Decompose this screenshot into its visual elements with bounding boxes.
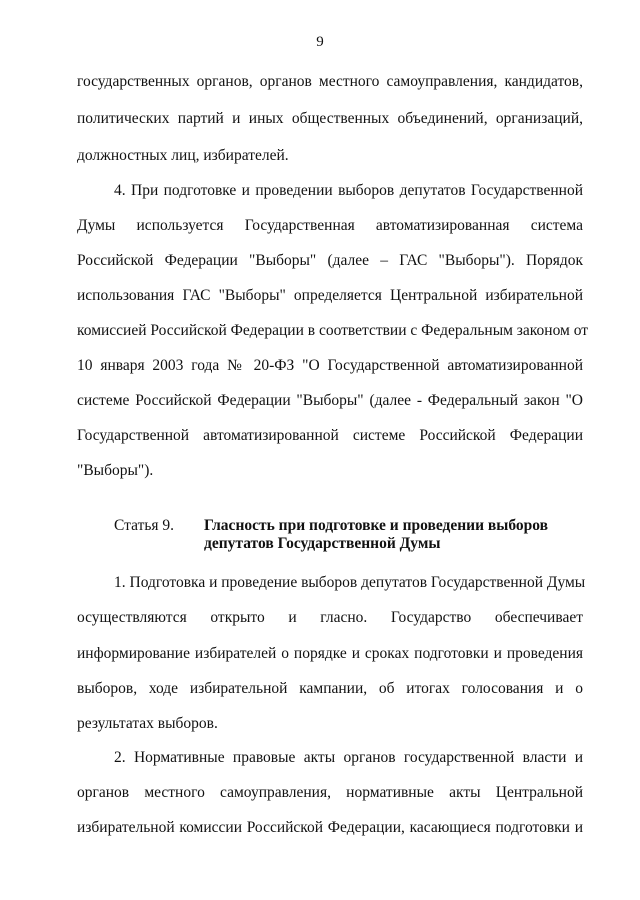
text-line: осуществляются открыто и гласно. Государство обеспечивает [77, 609, 583, 626]
text-line: государственных органов, органов местного самоуправления, кандидатов, [77, 73, 583, 90]
article-title-line: депутатов Государственной Думы [204, 535, 441, 552]
article-number: Статья 9. [114, 517, 175, 534]
text-line: должностных лиц, избирателей. [77, 147, 289, 164]
page-number: 9 [316, 34, 324, 50]
text-line: информирование избирателей о порядке и сроках подготовки и проведения [77, 645, 583, 662]
text-line: выборов, ходе избирательной кампании, об итогах голосования и о [77, 680, 583, 697]
text-line: органов местного самоуправления, нормативные акты Центральной [77, 784, 583, 801]
text-line: комиссией Российской Федерации в соответствии с Федеральным законом от [77, 322, 589, 339]
text-line: Думы используется Государственная автоматизированная система [77, 217, 583, 234]
text-line: избирательной комиссии Российской Федерации, касающиеся подготовки и [77, 819, 583, 836]
article-title-line: Гласность при подготовке и проведении выборов [204, 517, 549, 534]
text-line: политических партий и иных общественных объединений, организаций, [77, 110, 583, 127]
text-line: использования ГАС "Выборы" определяется Центральной избирательной [77, 287, 583, 304]
text-line: 4. При подготовке и проведении выборов депутатов Государственной [114, 182, 583, 199]
text-line: результатах выборов. [77, 715, 218, 732]
text-line: Государственной автоматизированной системе Российской Федерации [77, 427, 583, 444]
text-line: системе Российской Федерации "Выборы" (далее - Федеральный закон "О [77, 392, 583, 409]
text-line: "Выборы"). [77, 462, 154, 479]
text-line: 2. Нормативные правовые акты органов государственной власти и [114, 749, 583, 766]
text-line: 10 января 2003 года № 20-ФЗ "О Государственной автоматизированной [77, 357, 583, 374]
text-line: Российской Федерации "Выборы" (далее – ГАС "Выборы"). Порядок [77, 252, 583, 269]
text-line: 1. Подготовка и проведение выборов депутатов Государственной Думы [114, 574, 586, 591]
